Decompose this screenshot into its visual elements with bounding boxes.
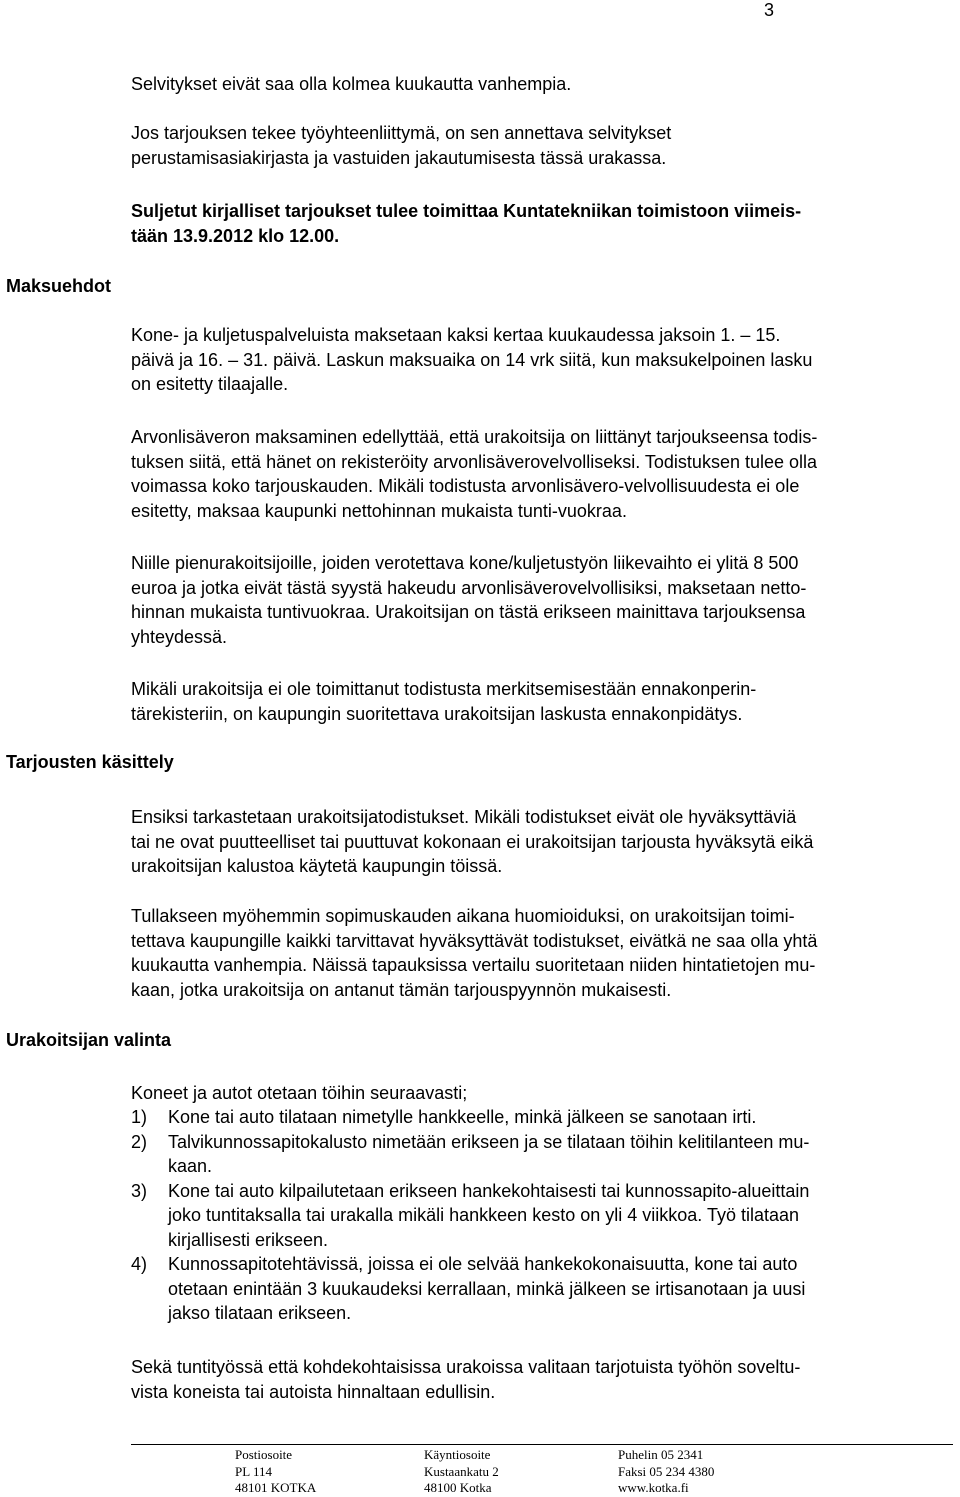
list-item	[131, 1130, 953, 1179]
footer-postal-label: Postiosoite	[235, 1447, 293, 1462]
page-number: 3	[764, 0, 775, 20]
list-item	[131, 1252, 953, 1326]
ordering-list	[131, 1105, 953, 1326]
footer-contact	[618, 1447, 714, 1497]
list-item-number: 1)	[131, 1107, 148, 1127]
footer-website: www.kotka.fi	[618, 1480, 689, 1495]
list-item-text: Kunnossapitotehtävissä, joissa ei ole selvää hankekokonaisuutta, kone tai auto otetaan enintään 3 kuukaudeksi kerrallaan, minkä jälkeen se irtisanotaan ja uusi jakso tilataan erikseen.	[168, 1254, 806, 1323]
list-item-text: Kone tai auto tilataan nimetylle hankkeelle, minkä jälkeen se sanotaan irti.	[168, 1107, 757, 1127]
paragraph-vat-certificate: Arvonlisäveron maksaminen edellyttää, että urakoitsija on liittänyt tarjoukseensa todis- tuksen siitä, että hänet on rekisteröity arvonlisäverovelvolliseksi. Todistuksen tulee olla voimassa koko tarjouskauden. Mikäli todistusta arvonlisävero-velvollisuudesta ei ole esitetty, maksaa kaupunki nettohinnan mukaista tunti-vuokraa.	[131, 427, 818, 521]
footer-visiting-address	[424, 1447, 499, 1497]
footer-postal-box: PL 114	[235, 1463, 272, 1479]
paragraph-deadline: Suljetut kirjalliset tarjoukset tulee toimittaa Kuntatekniikan toimistoon viimeis- tään 13.9.2012 klo 12.00.	[131, 201, 802, 246]
paragraph-payment-periods: Kone- ja kuljetuspalveluista maksetaan kaksi kertaa kuukaudessa jaksoin 1. – 15. päivä ja 16. – 31. päivä. Laskun maksuaika on 14 vrk siitä, kun maksukelpoinen lasku on esitetty tilaajalle.	[131, 325, 813, 394]
list-item-number: 4)	[131, 1254, 148, 1274]
list-item	[131, 1179, 953, 1253]
paragraph-tyoyhteenliittyma: Jos tarjouksen tekee työyhteenliittymä, on sen annettava selvitykset perustamisasiakirjasta ja vastuiden jakautumisesta tässä urakassa.	[131, 123, 672, 168]
sidebar-heading-urakoitsijan-valinta: Urakoitsijan valinta	[6, 1030, 172, 1050]
footer-visiting-label: Käyntiosoite	[424, 1447, 491, 1462]
paragraph-selection-criteria: Sekä tuntityössä että kohdekohtaisissa urakoissa valitaan tarjotuista työhön soveltu- vista koneista tai autoista hinnaltaan edullisin.	[131, 1357, 801, 1402]
paragraph-selvitykset: Selvitykset eivät saa olla kolmea kuukautta vanhempia.	[131, 74, 572, 94]
footer-phone: Puhelin 05 2341	[618, 1447, 704, 1462]
list-item-text: Kone tai auto kilpailutetaan erikseen hankekohtaisesti tai kunnossapito-alueittain joko tuntitaksalla tai urakalla mikäli hankkeen kesto on yli 4 viikkoa. Työ tilataan kirjallisesti erikseen.	[168, 1180, 810, 1250]
list-item-text: Talvikunnossapitokalusto nimetään erikseen ja se tilataan töihin kelitilanteen mu- kaan.	[168, 1131, 810, 1176]
sidebar-heading-tarjousten-kasittely: Tarjousten käsittely	[6, 752, 174, 772]
footer-fax: Faksi 05 234 4380	[618, 1463, 715, 1479]
paragraph-later-certificates: Tullakseen myöhemmin sopimuskauden aikana huomioiduksi, on urakoitsijan toimi- tettava kaupungille kaikki tarvittavat hyväksyttävät todistukset, eivätkä ne saa olla yhtä kuukautta vanhempia. Näissä tapauksissa vertailu suoritetaan niiden hintatietojen mu- kaan, jotka urakoitsija on antanut tämän tarjouspyynnön mukaisesti.	[131, 906, 818, 1000]
footer-postal-city: 48101 KOTKA	[235, 1480, 317, 1495]
list-item-number: 3)	[131, 1180, 148, 1201]
footer-visiting-city: 48100 Kotka	[424, 1480, 492, 1495]
footer-visiting-street: Kustaankatu 2	[424, 1463, 499, 1479]
list-item	[131, 1105, 953, 1130]
paragraph-small-contractors: Niille pienurakoitsijoille, joiden verotettava kone/kuljetustyön liikevaihto ei ylitä 8 500 euroa ja jotka eivät tästä syystä hakeudu arvonlisäverovelvollisiksi, maksetaan netto- hinnan mukaista tuntivuokraa. Urakoitsijan on tästä erikseen mainittava tarjouksensa yhteydessä.	[131, 553, 807, 647]
footer-divider	[131, 1444, 953, 1445]
list-item-number: 2)	[131, 1131, 148, 1152]
paragraph-certificate-check: Ensiksi tarkastetaan urakoitsijatodistukset. Mikäli todistukset eivät ole hyväksyttäviä tai ne ovat puutteelliset tai puuttuvat kokonaan ei urakoitsijan tarjousta hyväksytä eikä urakoitsijan kalustoa käytetä kaupungin töissä.	[131, 807, 814, 876]
paragraph-withholding: Mikäli urakoitsija ei ole toimittanut todistusta merkitsemisestään ennakonperin- tärekisteriin, on kaupungin suoritettava urakoitsijan laskusta ennakonpidätys.	[131, 679, 757, 724]
paragraph-ordering-intro: Koneet ja autot otetaan töihin seuraavasti;	[131, 1083, 468, 1103]
footer-postal-address	[235, 1447, 316, 1497]
sidebar-heading-maksuehdot: Maksuehdot	[6, 276, 112, 296]
